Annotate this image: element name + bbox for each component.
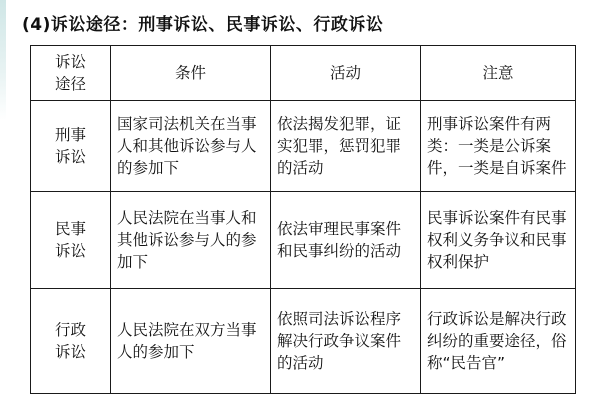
- cell-activity: 依法揭发犯罪，证实犯罪，惩罚犯罪的活动: [271, 101, 421, 192]
- cell-note: 刑事诉讼案件有两类：一类是公诉案件，一类是自诉案件: [421, 101, 576, 192]
- header-condition: 条件: [111, 46, 271, 101]
- litigation-table-container: [30, 45, 575, 394]
- section-heading: (4)诉讼途径：刑事诉讼、民事诉讼、行政诉讼: [22, 15, 384, 35]
- slide-accent-bar: [0, 0, 6, 120]
- table-row-civil: [31, 192, 576, 289]
- cell-condition: 人民法院在双方当事人的参加下: [111, 289, 271, 394]
- header-note: 注意: [421, 46, 576, 101]
- cell-condition: 国家司法机关在当事人和其他诉讼参与人的参加下: [111, 101, 271, 192]
- cell-activity: 依照司法诉讼程序解决行政争议案件的活动: [271, 289, 421, 394]
- cell-type: 刑事 诉讼: [31, 101, 111, 192]
- cell-note: 行政诉讼是解决行政纠纷的重要途径，俗称“民告官”: [421, 289, 576, 394]
- cell-type: 行政 诉讼: [31, 289, 111, 394]
- table-header-row: [31, 46, 576, 101]
- litigation-table: [30, 45, 576, 394]
- cell-condition: 人民法院在当事人和其他诉讼参与人的参加下: [111, 192, 271, 289]
- cell-note: 民事诉讼案件有民事权利义务争议和民事权利保护: [421, 192, 576, 289]
- table-row-criminal: [31, 101, 576, 192]
- cell-activity: 依法审理民事案件和民事纠纷的活动: [271, 192, 421, 289]
- table-row-administrative: [31, 289, 576, 394]
- header-litigation-type: 诉讼 途径: [31, 46, 111, 101]
- header-activity: 活动: [271, 46, 421, 101]
- cell-type: 民事 诉讼: [31, 192, 111, 289]
